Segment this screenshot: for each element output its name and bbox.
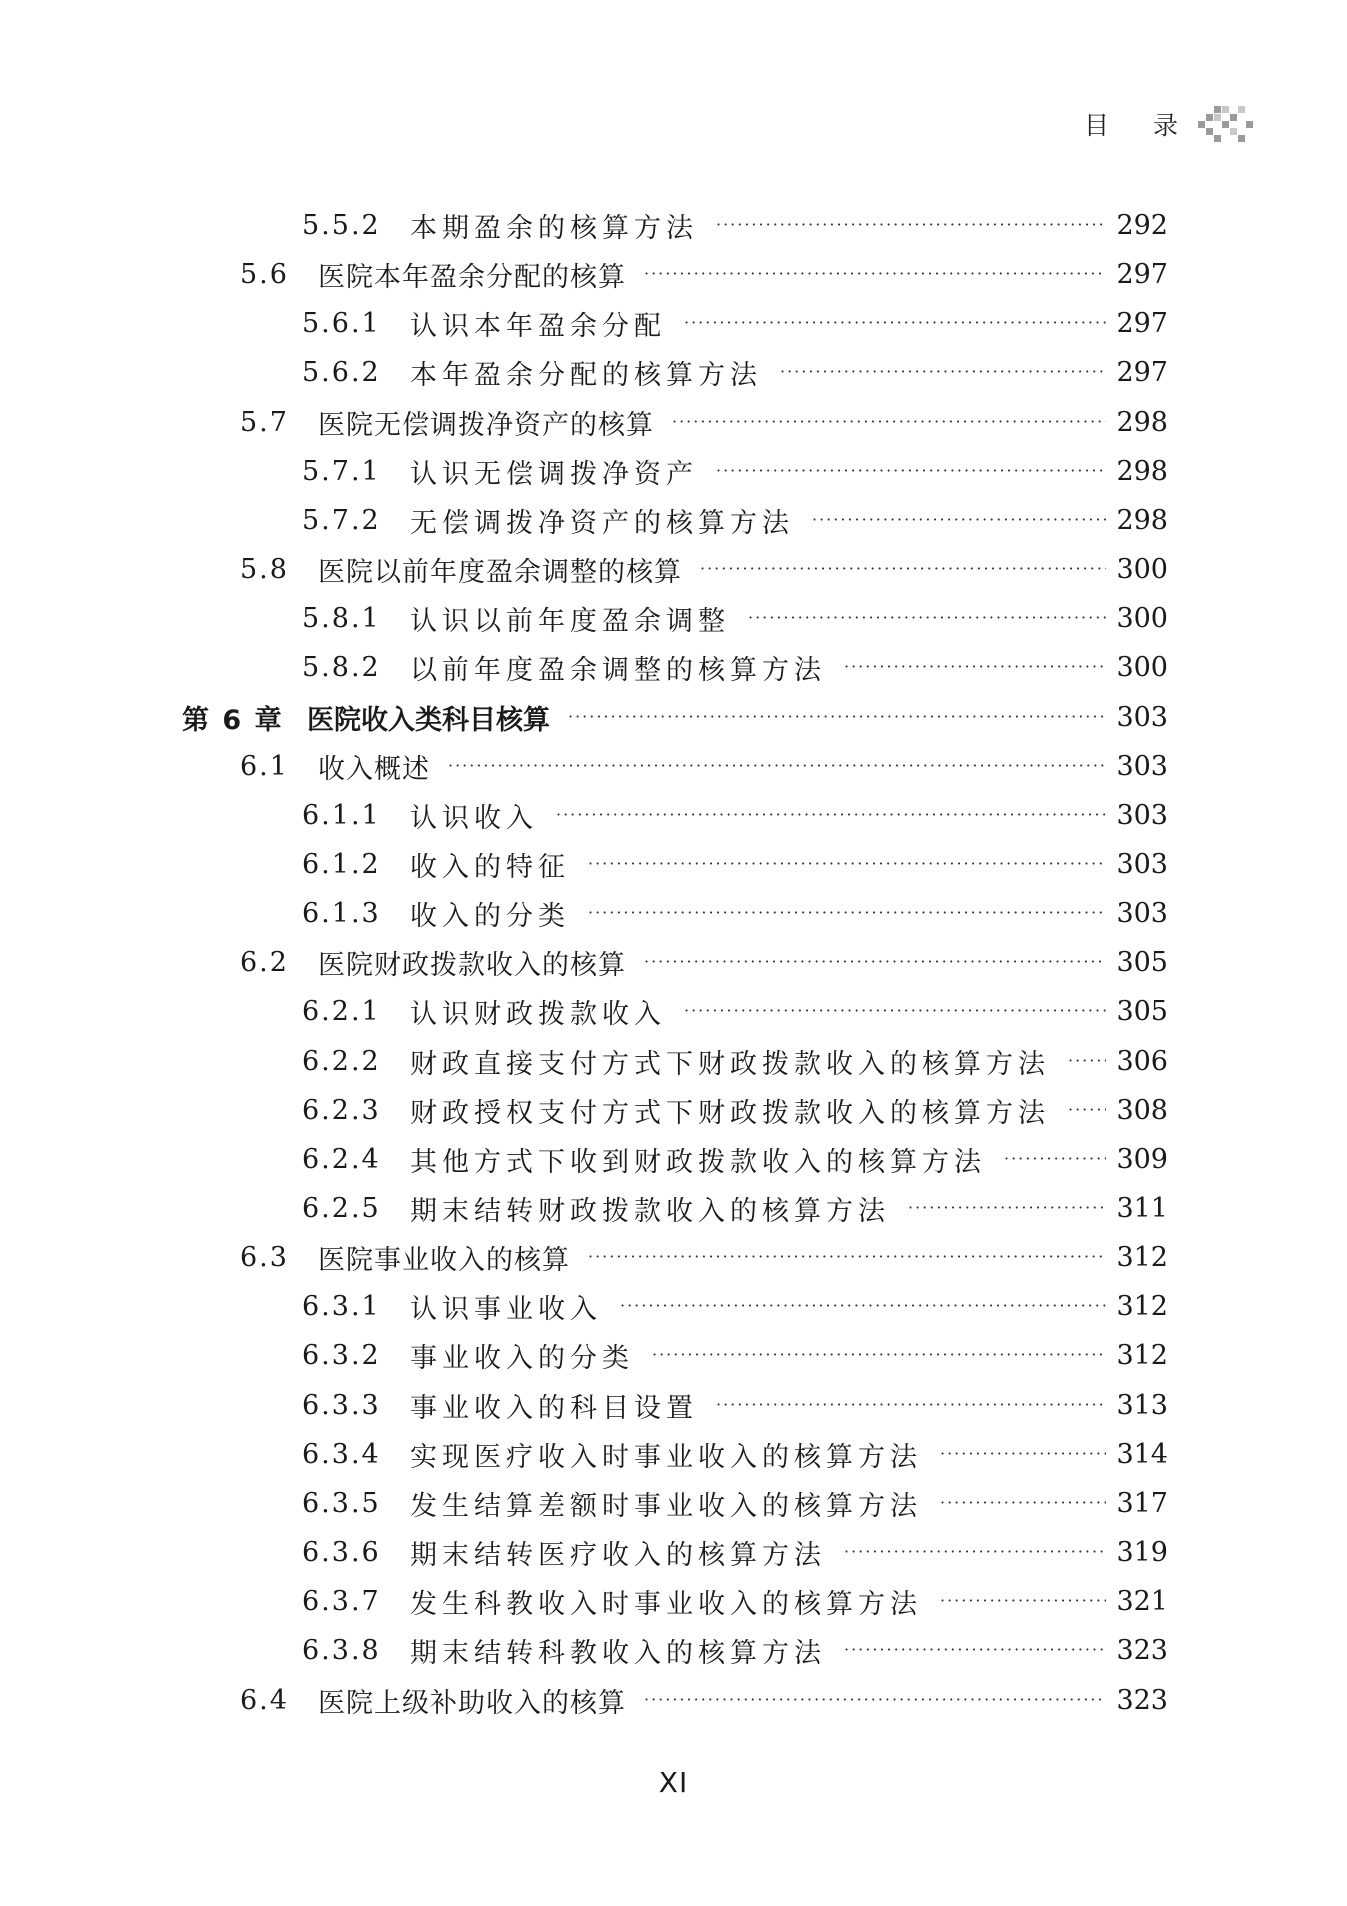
toc-section-entry[interactable]: [240, 254, 1168, 294]
toc-entry-title: 以前年度盈余调整的核算方法: [410, 654, 826, 686]
toc-entry-page: 303: [1116, 701, 1168, 733]
toc-leader-dots: [568, 697, 1106, 737]
toc-subsection-entry[interactable]: [302, 1434, 1168, 1474]
toc-entry-number: 6.3.4: [302, 1438, 381, 1470]
toc-entry-title: 医院以前年度盈余调整的核算: [318, 556, 682, 588]
toc-entry-page: 321: [1116, 1585, 1168, 1617]
toc-leader-dots: [620, 1286, 1106, 1326]
toc-entry-title: 发生结算差额时事业收入的核算方法: [410, 1490, 922, 1522]
toc-entry-page: 297: [1116, 307, 1168, 339]
toc-leader-dots: [1068, 1041, 1106, 1081]
toc-subsection-entry[interactable]: [302, 991, 1168, 1031]
toc-entry-number: 6.3.7: [302, 1585, 381, 1617]
toc-entry-title: 医院本年盈余分配的核算: [318, 261, 626, 293]
toc-entry-title: 发生科教收入时事业收入的核算方法: [410, 1588, 922, 1620]
toc-entry-title: 实现医疗收入时事业收入的核算方法: [410, 1441, 922, 1473]
toc-entry-page: 305: [1116, 946, 1168, 978]
toc-subsection-entry[interactable]: [302, 1581, 1168, 1621]
toc-leader-dots: [748, 598, 1106, 638]
toc-entry-number: 5.6: [240, 258, 289, 290]
toc-entry-title: 收入的分类: [410, 900, 570, 932]
toc-entry-title: 认识收入: [410, 802, 538, 834]
toc-entry-title: 事业收入的分类: [410, 1342, 634, 1374]
toc-entry-number: 5.6.2: [302, 356, 381, 388]
toc-subsection-entry[interactable]: [302, 598, 1168, 638]
toc-entry-page: 300: [1116, 553, 1168, 585]
toc-chapter-entry[interactable]: [182, 697, 1168, 737]
toc-leader-dots: [812, 500, 1106, 540]
toc-entry-page: 303: [1116, 750, 1168, 782]
toc-entry-number: 5.5.2: [302, 209, 381, 241]
toc-entry-title: 本年盈余分配的核算方法: [410, 359, 762, 391]
toc-section-entry[interactable]: [240, 1680, 1168, 1720]
toc-entry-page: 312: [1116, 1339, 1168, 1371]
toc-entry-page: 305: [1116, 995, 1168, 1027]
toc-entry-title: 事业收入的科目设置: [410, 1392, 698, 1424]
toc-entry-page: 311: [1116, 1192, 1168, 1224]
toc-entry-title: 本期盈余的核算方法: [410, 212, 698, 244]
toc-subsection-entry[interactable]: [302, 205, 1168, 245]
toc-leader-dots: [588, 893, 1106, 933]
toc-entry-number: 6.1.1: [302, 799, 381, 831]
toc-entry-page: 314: [1116, 1438, 1168, 1470]
toc-subsection-entry[interactable]: [302, 1286, 1168, 1326]
toc-entry-page: 303: [1116, 897, 1168, 929]
toc-subsection-entry[interactable]: [302, 1385, 1168, 1425]
toc-leader-dots: [940, 1581, 1106, 1621]
toc-entry-number: 6.3.8: [302, 1634, 381, 1666]
toc-entry-title: 财政直接支付方式下财政拨款收入的核算方法: [410, 1048, 1050, 1080]
toc-subsection-entry[interactable]: [302, 844, 1168, 884]
toc-subsection-entry[interactable]: [302, 1041, 1168, 1081]
toc-entry-page: 298: [1116, 455, 1168, 487]
chevron-ornament-icon: [1196, 104, 1256, 144]
toc-subsection-entry[interactable]: [302, 352, 1168, 392]
toc-entry-number: 6.2.1: [302, 995, 381, 1027]
toc-leader-dots: [844, 1532, 1106, 1572]
toc-entry-number: 6.3.6: [302, 1536, 381, 1568]
toc-leader-dots: [644, 1680, 1106, 1720]
toc-entry-page: 303: [1116, 848, 1168, 880]
toc-entry-number: 6.2.3: [302, 1094, 381, 1126]
page-number: XI: [658, 1766, 689, 1799]
toc-subsection-entry[interactable]: [302, 1630, 1168, 1670]
toc-leader-dots: [684, 991, 1106, 1031]
toc-leader-dots: [940, 1483, 1106, 1523]
toc-entry-number: 5.7: [240, 406, 289, 438]
toc-entry-number: 5.8.1: [302, 602, 381, 634]
toc-entry-number: 5.7.2: [302, 504, 381, 536]
toc-leader-dots: [644, 254, 1106, 294]
toc-entry-title: 医院事业收入的核算: [318, 1244, 570, 1276]
toc-section-entry[interactable]: [240, 549, 1168, 589]
toc-entry-title: 认识财政拨款收入: [410, 998, 666, 1030]
toc-subsection-entry[interactable]: [302, 893, 1168, 933]
toc-leader-dots: [780, 352, 1106, 392]
toc-entry-title: 医院无偿调拨净资产的核算: [318, 409, 654, 441]
toc-entry-title: 期末结转医疗收入的核算方法: [410, 1539, 826, 1571]
toc-leader-dots: [716, 1385, 1106, 1425]
toc-entry-title: 认识以前年度盈余调整: [410, 605, 730, 637]
toc-entry-number: 6.2.5: [302, 1192, 381, 1224]
toc-entry-page: 319: [1116, 1536, 1168, 1568]
toc-entry-number: 6.2.4: [302, 1143, 381, 1175]
toc-subsection-entry[interactable]: [302, 500, 1168, 540]
toc-section-entry[interactable]: [240, 1237, 1168, 1277]
toc-entry-title: 医院上级补助收入的核算: [318, 1687, 626, 1719]
toc-entry-page: 298: [1116, 406, 1168, 438]
toc-subsection-entry[interactable]: [302, 647, 1168, 687]
toc-section-entry[interactable]: [240, 402, 1168, 442]
toc-entry-number: 6.3.3: [302, 1389, 381, 1421]
toc-leader-dots: [556, 795, 1106, 835]
toc-entry-page: 308: [1116, 1094, 1168, 1126]
toc-leader-dots: [588, 1237, 1106, 1277]
toc-subsection-entry[interactable]: [302, 1139, 1168, 1179]
toc-entry-number: 5.8.2: [302, 651, 381, 683]
toc-subsection-entry[interactable]: [302, 1090, 1168, 1130]
toc-leader-dots: [644, 942, 1106, 982]
toc-leader-dots: [684, 303, 1106, 343]
toc-entry-number: 6.2.2: [302, 1045, 381, 1077]
toc-entry-title: 期末结转财政拨款收入的核算方法: [410, 1195, 890, 1227]
toc-leader-dots: [844, 1630, 1106, 1670]
toc-entry-title: 无偿调拨净资产的核算方法: [410, 507, 794, 539]
toc-subsection-entry[interactable]: [302, 1532, 1168, 1572]
toc-subsection-entry[interactable]: [302, 795, 1168, 835]
toc-leader-dots: [448, 746, 1106, 786]
toc-entry-page: 323: [1116, 1684, 1168, 1716]
toc-leader-dots: [716, 205, 1106, 245]
toc-entry-number: 6.3.1: [302, 1290, 381, 1322]
toc-leader-dots: [716, 451, 1106, 491]
toc-entry-number: 第 6 章: [182, 704, 284, 736]
toc-entry-title: 期末结转科教收入的核算方法: [410, 1637, 826, 1669]
toc-entry-number: 6.1.3: [302, 897, 381, 929]
toc-leader-dots: [908, 1188, 1106, 1228]
toc-entry-page: 306: [1116, 1045, 1168, 1077]
toc-entry-title: 认识无偿调拨净资产: [410, 458, 698, 490]
toc-entry-page: 317: [1116, 1487, 1168, 1519]
toc-leader-dots: [700, 549, 1106, 589]
toc-leader-dots: [652, 1335, 1106, 1375]
toc-subsection-entry[interactable]: [302, 1188, 1168, 1228]
toc-entry-title: 收入概述: [318, 753, 430, 785]
toc-entry-page: 323: [1116, 1634, 1168, 1666]
toc-section-entry[interactable]: [240, 942, 1168, 982]
toc-leader-dots: [1004, 1139, 1106, 1179]
toc-leader-dots: [672, 402, 1106, 442]
toc-entry-page: 297: [1116, 356, 1168, 388]
header-title: 目 录: [1084, 111, 1196, 140]
toc-entry-page: 298: [1116, 504, 1168, 536]
toc-entry-number: 6.3.2: [302, 1339, 381, 1371]
toc-entry-page: 300: [1116, 651, 1168, 683]
toc-entry-number: 6.3.5: [302, 1487, 381, 1519]
toc-entry-title: 其他方式下收到财政拨款收入的核算方法: [410, 1146, 986, 1178]
toc-entry-number: 6.2: [240, 946, 289, 978]
page-header: [1084, 104, 1256, 144]
toc-entry-page: 292: [1116, 209, 1168, 241]
toc-entry-page: 303: [1116, 799, 1168, 831]
toc-entry-number: 6.1.2: [302, 848, 381, 880]
toc-entry-number: 5.8: [240, 553, 289, 585]
toc-entry-page: 297: [1116, 258, 1168, 290]
toc-entry-number: 6.1: [240, 750, 289, 782]
toc-subsection-entry[interactable]: [302, 1335, 1168, 1375]
toc-section-entry[interactable]: [240, 746, 1168, 786]
toc-entry-title: 收入的特征: [410, 851, 570, 883]
toc-entry-page: 312: [1116, 1290, 1168, 1322]
toc-entry-number: 5.7.1: [302, 455, 381, 487]
toc-leader-dots: [940, 1434, 1106, 1474]
toc-entry-title: 认识本年盈余分配: [410, 310, 666, 342]
toc-entry-page: 309: [1116, 1143, 1168, 1175]
toc-entry-page: 300: [1116, 602, 1168, 634]
toc-leader-dots: [588, 844, 1106, 884]
toc-entry-page: 313: [1116, 1389, 1168, 1421]
toc-entry-title: 医院财政拨款收入的核算: [318, 949, 626, 981]
toc-entry-title: 财政授权支付方式下财政拨款收入的核算方法: [410, 1097, 1050, 1129]
toc-leader-dots: [844, 647, 1106, 687]
toc-subsection-entry[interactable]: [302, 303, 1168, 343]
toc-entry-page: 312: [1116, 1241, 1168, 1273]
toc-entry-number: 6.4: [240, 1684, 289, 1716]
toc-entry-number: 5.6.1: [302, 307, 381, 339]
toc-entry-title: 认识事业收入: [410, 1293, 602, 1325]
toc-subsection-entry[interactable]: [302, 451, 1168, 491]
toc-entry-number: 6.3: [240, 1241, 289, 1273]
toc-entry-title: 医院收入类科目核算: [307, 704, 550, 736]
toc-leader-dots: [1068, 1090, 1106, 1130]
toc-subsection-entry[interactable]: [302, 1483, 1168, 1523]
